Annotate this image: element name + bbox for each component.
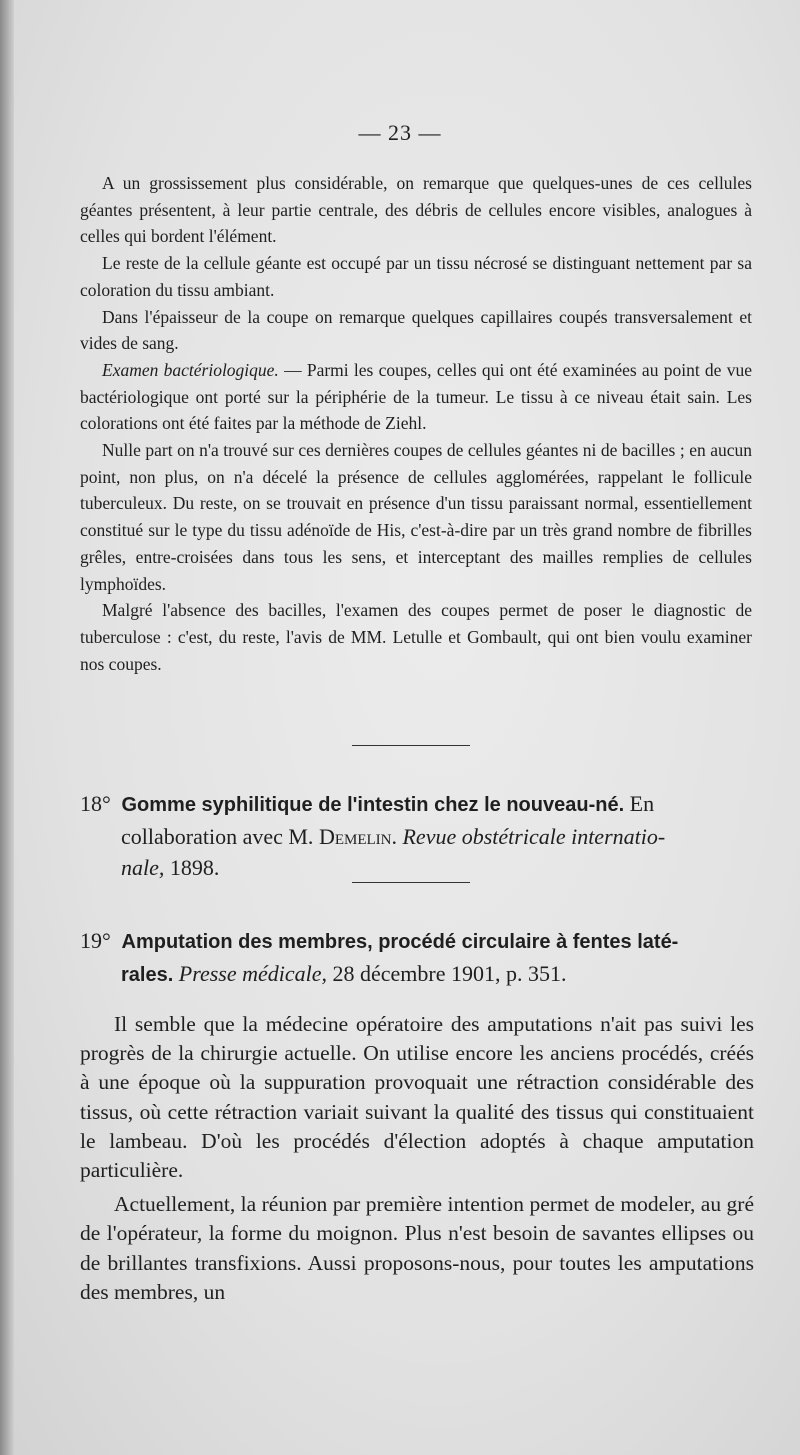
separator-rule [352, 882, 470, 883]
entry-journal: Presse médicale, [173, 961, 328, 986]
entry-journal: nale, [121, 855, 165, 880]
entry-text: En [624, 791, 655, 816]
entry-journal: Revue obstétricale internatio- [402, 824, 666, 849]
entry-line [80, 958, 752, 991]
entry-number: 19° [80, 928, 111, 953]
page-edge-shadow [0, 0, 14, 1455]
publication-entry-18 [80, 788, 752, 883]
subheading-bacteriology: Examen bactériologique. [102, 359, 279, 380]
entry-line [80, 852, 752, 883]
paragraph: Nulle part on n'a trouvé sur ces dernières coupes de cellules géantes ni de bacilles ; en aucun point, non plus, on n'a décelé la présence de cellules agglomérées, rappelant le follicule tuberculeux. Du reste, on se trouvait en présence d'un tissu paraissant normal, essentiellement constitué sur le type du tissu adénoïde de His, c'est-à-dire par un très grand nombre de fibrilles grêles, entre-croisées dans tous les sens, et interceptant des mailles remplies de cellules lymphoïdes. [80, 440, 752, 594]
entry-title: Amputation des membres, procédé circulaire à fentes laté- [121, 931, 679, 953]
entry-line [80, 788, 752, 821]
publication-entry-19 [80, 925, 752, 991]
paragraph: Actuellement, la réunion par première intention permet de modeler, au gré de l'opérateur, la forme du moignon. Plus n'est besoin de savantes ellipses ou de brillantes transfixions. Aussi proposons-nous, pour toutes les amputations des membres, un [80, 1192, 754, 1304]
entry-year: 1898. [164, 855, 220, 880]
entry-text: collaboration avec M. [121, 824, 319, 849]
entry-title: Gomme syphilitique de l'intestin chez le nouveau-né. [121, 794, 625, 816]
entry-author: Demelin [318, 824, 392, 849]
paragraph-text: — Parmi les coupes, celles qui ont été examinées au point de vue bactériologique ont porté sur la périphérie de la tumeur. Le tissu à ce niveau était sain. Les colorations ont été faites par la méthode de Ziehl. [80, 359, 752, 434]
paragraph: A un grossissement plus considérable, on remarque que quelques-unes de ces cellules géantes présentent, à leur partie centrale, des débris de cellules encore visibles, analogues à celles qui bordent l'élément. [80, 173, 752, 247]
entry-number: 18° [80, 791, 111, 816]
entry-line [80, 925, 752, 958]
paragraph: Il semble que la médecine opératoire des amputations n'ait pas suivi les progrès de la chirurgie actuelle. On utilise encore les anciens procédés, créés à une époque où la suppuration provoquait une rétraction considérable des tissus, où cette rétraction variait suivant la qualité des tissus qui constituaient le lambeau. D'où les procédés d'élection adoptés à chaque amputation particulière. [80, 1012, 754, 1183]
section-amputation [80, 1010, 754, 1307]
entry-title: rales. [121, 964, 174, 986]
paragraph: Malgré l'absence des bacilles, l'examen des coupes permet de poser le diagnostic de tuberculose : c'est, du reste, l'avis de MM. Letulle et Gombault, qui ont bien voulu examiner nos coupes. [80, 600, 752, 674]
entry-date: 28 décembre 1901, p. 351. [327, 961, 567, 986]
page-number: — 23 — [358, 120, 442, 145]
paragraph [80, 357, 752, 437]
section-observation [80, 170, 752, 677]
entry-line [80, 821, 752, 852]
paragraph: Le reste de la cellule géante est occupé par un tissu nécrosé se distinguant nettement par sa coloration du tissu ambiant. [80, 253, 752, 300]
paragraph: Dans l'épaisseur de la coupe on remarque quelques capillaires coupés transversalement et vides de sang. [80, 306, 752, 354]
entry-text: . [391, 824, 403, 849]
separator-rule [352, 745, 470, 746]
